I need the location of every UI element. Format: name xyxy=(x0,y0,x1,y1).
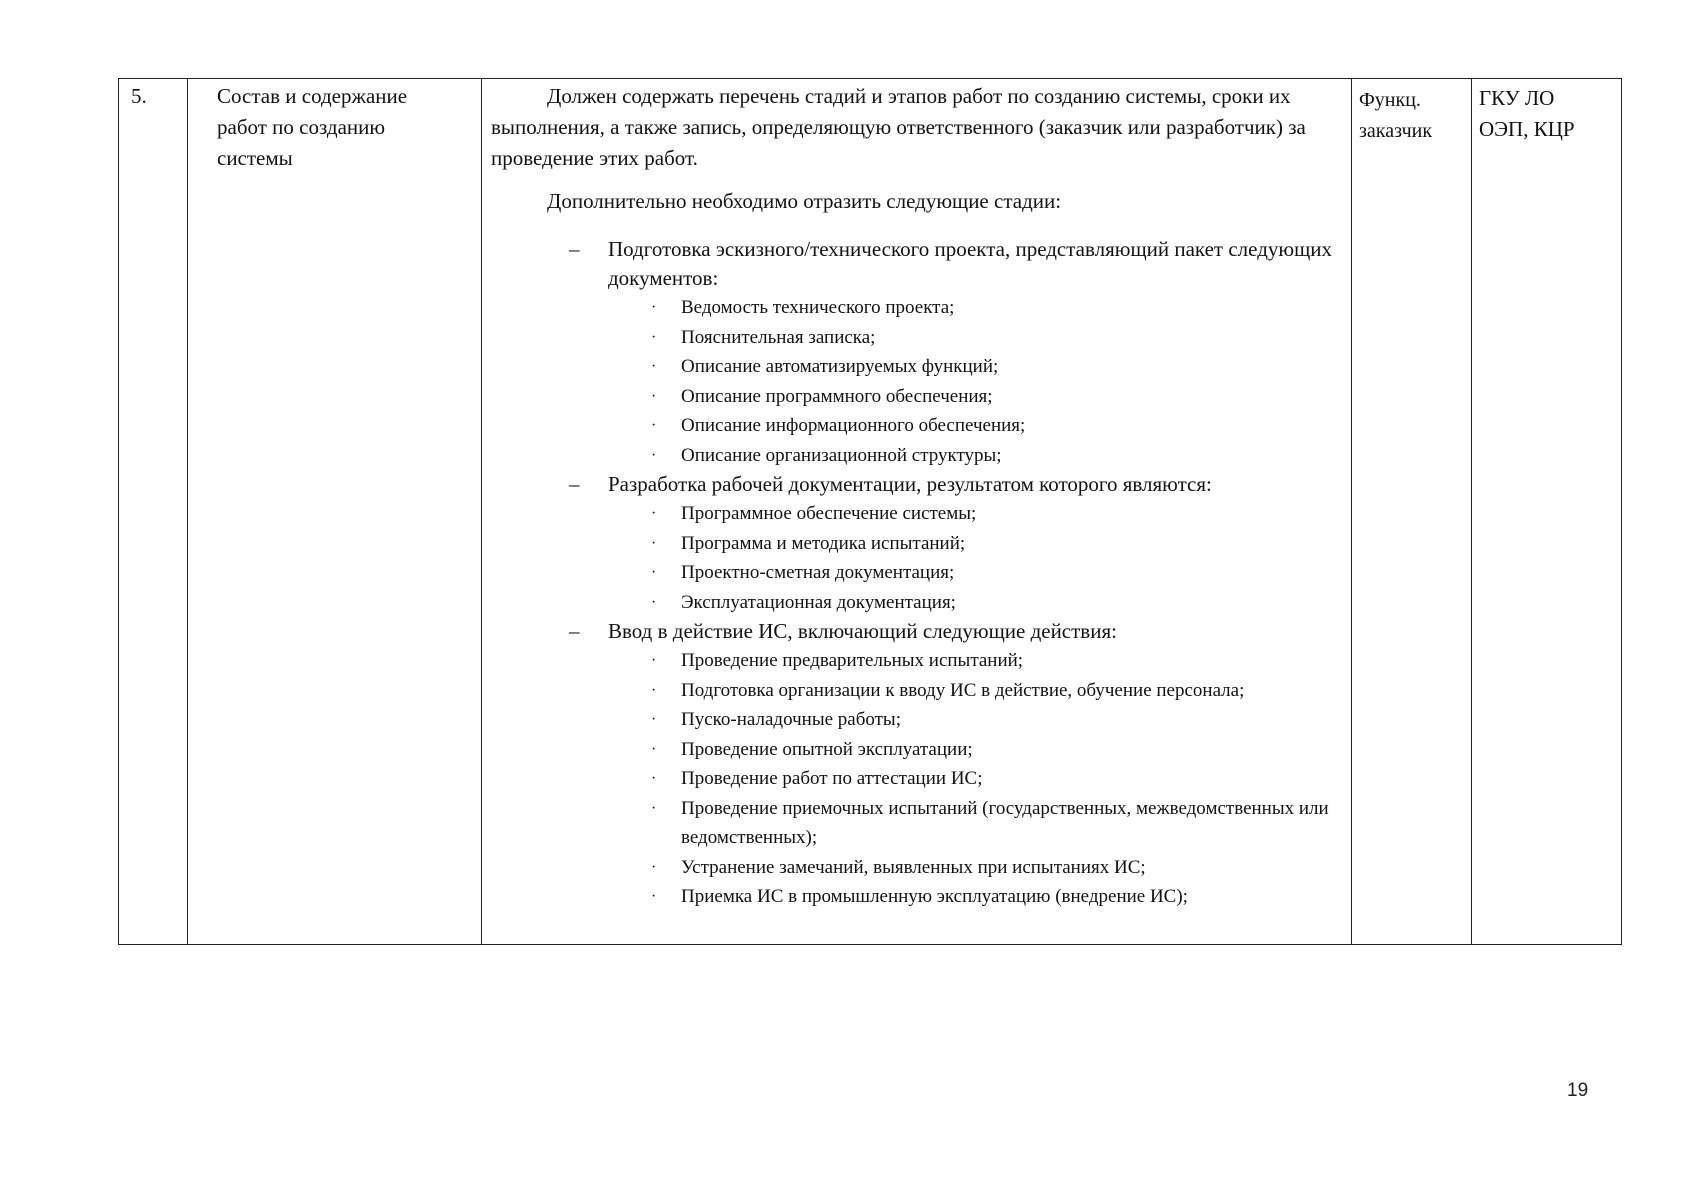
stage-document-list xyxy=(491,293,1351,470)
customer-cell xyxy=(1359,85,1432,147)
executor-cell xyxy=(1479,83,1575,145)
executor-line: ГКУ ЛО xyxy=(1479,86,1555,110)
row-content xyxy=(491,81,1351,912)
bullet-marker: · xyxy=(651,799,657,817)
bullet-marker: · xyxy=(651,358,657,375)
dash-marker: – xyxy=(569,237,580,261)
bullet-marker: · xyxy=(651,299,657,316)
list-item: · Подготовка организации к вводу ИС в действие, обучение персонала; xyxy=(491,676,1351,706)
list-item: · Устранение замечаний, выявленных при испытаниях ИС; xyxy=(491,853,1351,883)
list-item: · Пояснительная записка; xyxy=(491,323,1351,353)
page-number: 19 xyxy=(1567,1080,1589,1101)
stage-item xyxy=(491,617,1351,646)
list-item: · Программа и методика испытаний; xyxy=(491,529,1351,559)
list-item: · Описание информационного обеспечения; xyxy=(491,411,1351,441)
executor-line: ОЭП, КЦР xyxy=(1479,117,1575,141)
stage-item xyxy=(491,235,1351,293)
bullet-marker: · xyxy=(651,888,657,905)
customer-line: заказчик xyxy=(1359,120,1433,142)
list-item: · Приемка ИС в промышленную эксплуатацию (внедрение ИС); xyxy=(491,882,1351,912)
additional-paragraph: Дополнительно необходимо отразить следующие стадии: xyxy=(547,189,1062,213)
row-title xyxy=(217,81,477,174)
bullet-marker: · xyxy=(651,740,657,758)
bullet-marker: · xyxy=(651,858,657,876)
column-divider xyxy=(1351,79,1352,944)
bullet-marker: · xyxy=(651,446,657,464)
column-divider xyxy=(481,79,482,944)
list-item: · Описание организационной структуры; xyxy=(491,441,1351,471)
bullet-marker: · xyxy=(651,593,657,611)
bullet-marker: · xyxy=(651,770,657,787)
column-divider xyxy=(187,79,188,944)
stage-document-list xyxy=(491,499,1351,617)
customer-line: Функц. xyxy=(1359,89,1421,111)
list-item: · Программное обеспечение системы; xyxy=(491,499,1351,529)
list-item: · Описание автоматизируемых функций; xyxy=(491,352,1351,382)
intro-paragraph: Должен содержать перечень стадий и этапов работ по созданию системы, сроки их выполнения, а также запись, определяющую ответственного (заказчик или разработчик) за проведение этих работ. xyxy=(491,84,1306,170)
requirements-table xyxy=(118,78,1622,945)
list-item: · Эксплуатационная документация; xyxy=(491,588,1351,618)
list-item: · Описание программного обеспечения; xyxy=(491,382,1351,412)
bullet-marker: · xyxy=(651,681,657,699)
bullet-marker: · xyxy=(651,417,657,434)
dash-marker: – xyxy=(569,619,580,643)
row-title-line: работ по созданию xyxy=(217,115,386,139)
stage-document-list xyxy=(491,646,1351,912)
row-number: 5. xyxy=(131,84,147,108)
bullet-marker: · xyxy=(651,328,657,346)
column-divider xyxy=(1471,79,1472,944)
list-item: · Проведение опытной эксплуатации; xyxy=(491,735,1351,765)
bullet-marker: · xyxy=(651,505,657,522)
list-item: · Проведение работ по аттестации ИС; xyxy=(491,764,1351,794)
bullet-marker: · xyxy=(651,711,657,728)
stage-title: Подготовка эскизного/технического проекта, представляющий пакет следующих документов: xyxy=(608,237,1332,290)
bullet-marker: · xyxy=(651,387,657,405)
list-item: · Ведомость технического проекта; xyxy=(491,293,1351,323)
list-item: · Пуско-наладочные работы; xyxy=(491,705,1351,735)
row-title-line: Состав и содержание xyxy=(217,84,408,108)
list-item: · Проведение приемочных испытаний (государственных, межведомственных или ведомственных); xyxy=(491,794,1351,853)
bullet-marker: · xyxy=(651,564,657,581)
stage-title: Ввод в действие ИС, включающий следующие действия: xyxy=(608,619,1117,643)
row-title-line: системы xyxy=(217,146,293,170)
bullet-marker: · xyxy=(651,534,657,552)
stage-item xyxy=(491,470,1351,499)
bullet-marker: · xyxy=(651,652,657,669)
list-item: · Проведение предварительных испытаний; xyxy=(491,646,1351,676)
stage-title: Разработка рабочей документации, результатом которого являются: xyxy=(608,472,1212,496)
dash-marker: – xyxy=(569,472,580,496)
list-item: · Проектно-сметная документация; xyxy=(491,558,1351,588)
